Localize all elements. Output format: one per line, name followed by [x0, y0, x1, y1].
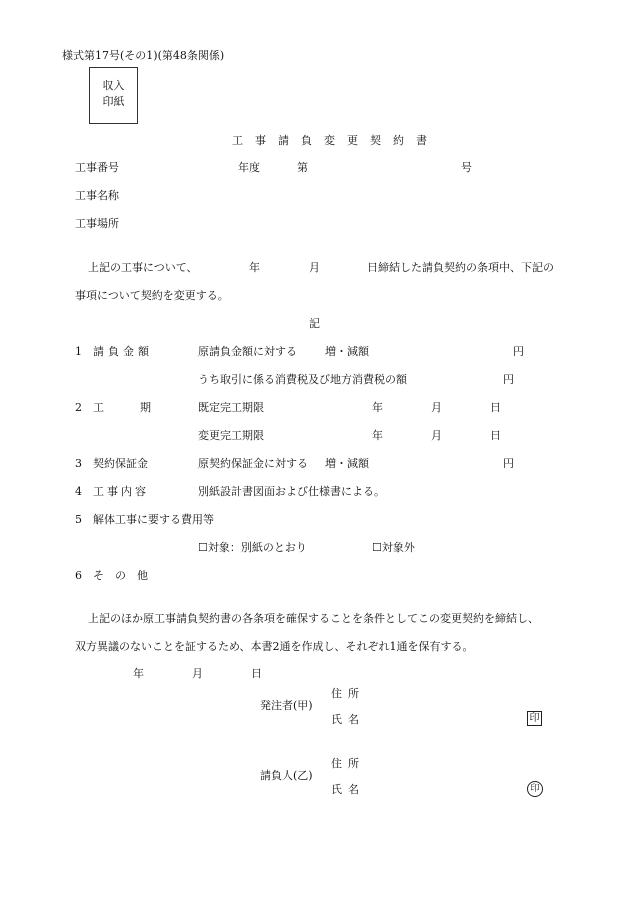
dai-label: 第	[297, 161, 308, 174]
fiscal-year-label: 年度	[238, 161, 260, 174]
ki-label: 記	[309, 317, 320, 330]
closing-line1: 上記のほか原工事請負契約書の各条項を確保することを条件としてこの変更契約を締結し、	[88, 612, 539, 625]
work-name-label: 工事名称	[75, 189, 119, 202]
item2-changed-day: 日	[490, 429, 501, 442]
revenue-stamp-line2: 印紙	[102, 95, 125, 108]
item2-changed-year: 年	[372, 429, 383, 442]
item1-tax-yen: 円	[503, 373, 514, 386]
document-title: 工事請負変更契約書	[232, 134, 439, 147]
item6-label: その他	[93, 569, 159, 582]
contractor-name-label: 氏名	[331, 783, 365, 796]
item2-number: 2	[75, 401, 82, 414]
item5-label: 解体工事に要する費用等	[93, 513, 214, 526]
go-label: 号	[461, 161, 472, 174]
work-number-label: 工事番号	[75, 161, 119, 174]
item3-yen: 円	[503, 457, 514, 470]
item1-yen: 円	[513, 345, 524, 358]
item3-col1: 原契約保証金に対する	[198, 457, 308, 470]
item1-col1: 原請負金額に対する	[198, 345, 297, 358]
date-day: 日	[251, 667, 262, 680]
form-label: 様式第17号(その1)(第48条関係)	[62, 49, 225, 62]
item2-existing-day: 日	[490, 401, 501, 414]
item1-tax: うち取引に係る消費税及び地方消費税の額	[198, 373, 407, 386]
orderer-address-label: 住所	[331, 687, 365, 700]
item4-label: 工事内容	[93, 485, 149, 498]
work-place-label: 工事場所	[75, 217, 119, 230]
item5-number: 5	[75, 513, 82, 526]
intro-month: 月	[309, 261, 320, 274]
contractor-address-label: 住所	[331, 757, 365, 770]
item3-change: 増・減額	[325, 457, 369, 470]
orderer-label: 発注者(甲)	[260, 699, 313, 712]
intro-year: 年	[249, 261, 260, 274]
revenue-stamp-line1: 収入	[102, 79, 125, 92]
orderer-seal: 印	[527, 711, 542, 726]
item2-label-b: 期	[140, 401, 151, 414]
item1-label: 請負金額	[93, 345, 153, 358]
item4-number: 4	[75, 485, 82, 498]
intro-part2: 日締結した請負契約の条項中、下記の	[367, 261, 554, 274]
item1-number: 1	[75, 345, 82, 358]
contractor-label: 請負人(乙)	[260, 769, 313, 782]
item2-existing-month: 月	[431, 401, 442, 414]
item5-option-excluded[interactable]: ☐対象外	[372, 541, 415, 554]
item3-number: 3	[75, 457, 82, 470]
intro-part1: 上記の工事について、	[88, 261, 198, 274]
intro-line2: 事項について契約を変更する。	[75, 289, 229, 302]
item4-content: 別紙設計書図面および仕様書による。	[198, 485, 385, 498]
item2-changed: 変更完工期限	[198, 429, 264, 442]
closing-line2: 双方異議のないことを証するため、本書2通を作成し、それぞれ1通を保有する。	[75, 640, 474, 653]
item2-label-a: 工	[93, 401, 104, 414]
item5-option-target[interactable]: ☐対象：別紙のとおり	[198, 541, 307, 554]
item2-existing: 既定完工期限	[198, 401, 264, 414]
revenue-stamp-box	[89, 67, 138, 124]
item2-existing-year: 年	[372, 401, 383, 414]
date-month: 月	[192, 667, 203, 680]
item2-changed-month: 月	[431, 429, 442, 442]
item3-label: 契約保証金	[93, 457, 148, 470]
orderer-name-label: 氏名	[331, 713, 365, 726]
contractor-seal: 印	[527, 781, 543, 797]
item6-number: 6	[75, 569, 82, 582]
date-year: 年	[133, 667, 144, 680]
item1-change: 増・減額	[325, 345, 369, 358]
